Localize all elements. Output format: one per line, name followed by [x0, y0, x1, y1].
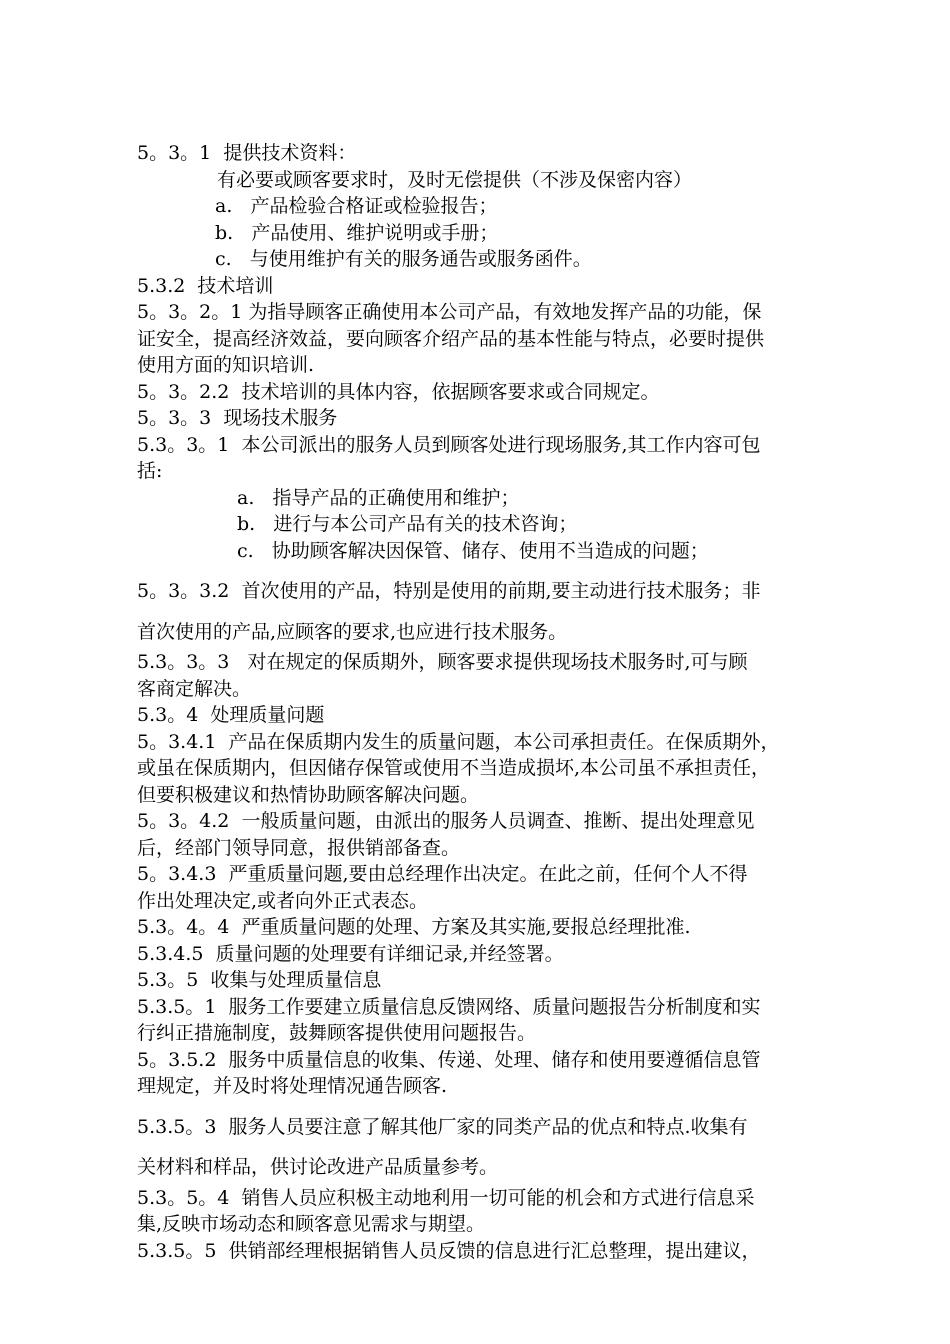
document-line: 5.3.5。5 供销部经理根据销售人员反馈的信息进行汇总整理，提出建议，	[137, 1239, 761, 1262]
document-line: 5。3。2。1 为指导顾客正确使用本公司产品，有效地发挥产品的功能，保	[137, 301, 762, 323]
document-line: b. 产品使用、维护说明或手册；	[215, 221, 499, 244]
document-line: 5.3.5。3 服务人员要注意了解其他厂家的同类产品的优点和特点.收集有	[137, 1115, 748, 1138]
document-line: 5.3。5 收集与处理质量信息	[137, 969, 382, 991]
document-line: 理规定，并及时将处理情况通告顾客.	[137, 1075, 448, 1097]
document-line: b. 进行与本公司产品有关的技术咨询；	[237, 513, 578, 535]
document-line: a. 产品检验合格证或检验报告；	[215, 195, 498, 217]
document-line: 5.3.2 技术培训	[137, 274, 274, 297]
document-line: 5.3.4.5 质量问题的处理要有详细记录,并经签署。	[137, 942, 564, 965]
document-line: 后，经部门领导同意，报供销部备查。	[137, 836, 461, 859]
document-line: 关材料和样品，供讨论改进产品质量参考。	[137, 1156, 499, 1178]
document-line: 5。3。4.2 一般质量问题，由派出的服务人员调查、推断、提出处理意见	[137, 810, 755, 832]
document-line: 5。3.4.3 严重质量问题,要由总经理作出决定。在此之前，任何个人不得	[137, 863, 748, 885]
document-line: 客商定解决。	[137, 677, 252, 700]
document-line: 5。3。1 提供技术资料：	[137, 142, 357, 164]
document-line: 5.3。4。4 严重质量问题的处理、方案及其实施,要报总经理批准.	[137, 916, 691, 938]
document-line: 或虽在保质期内，但因储存保管或使用不当造成损坏,本公司虽不承担责任，	[137, 757, 771, 779]
document-line: c. 协助顾客解决因保管、储存、使用不当造成的问题；	[237, 539, 709, 562]
document-line: 5.3.5。1 服务工作要建立质量信息反馈网络、质量问题报告分析制度和实	[137, 995, 761, 1018]
document-line: 证安全，提高经济效益，要向顾客介绍产品的基本性能与特点，必要时提供	[137, 327, 765, 350]
document-line: 5.3。3。1 本公司派出的服务人员到顾客处进行现场服务,其工作内容可包	[137, 433, 761, 456]
document-line: c. 与使用维护有关的服务通告或服务函件。	[215, 248, 592, 270]
document-line: 括:	[137, 460, 163, 482]
document-line: 使用方面的知识培训.	[137, 354, 315, 376]
document-line: a. 指导产品的正确使用和维护；	[237, 486, 520, 509]
document-line: 集,反映市场动态和顾客意见需求与期望。	[137, 1213, 486, 1235]
document-line: 5。3.5.2 服务中质量信息的收集、传递、处理、储存和使用要遵循信息管	[137, 1048, 761, 1071]
document-line: 5.3。5。4 销售人员应积极主动地利用一切可能的机会和方式进行信息采	[137, 1186, 755, 1209]
document-line: 5。3。3.2 首次使用的产品，特别是使用的前期,要主动进行技术服务；非	[137, 580, 761, 602]
document-line: 首次使用的产品,应顾客的要求,也应进行技术服务。	[137, 620, 568, 643]
document-line: 作出处理决定,或者向外正式表态。	[137, 889, 429, 912]
document-line: 行纠正措施制度，鼓舞顾客提供使用问题报告。	[137, 1022, 537, 1044]
document-line: 5。3。2.2 技术培训的具体内容，依据顾客要求或合同规定。	[137, 380, 660, 403]
document-line: 5.3。4 处理质量问题	[137, 704, 325, 726]
document-page	[137, 140, 887, 1264]
document-line: 5。3。3 现场技术服务	[137, 407, 338, 429]
document-line: 但要积极建议和热情协助顾客解决问题。	[137, 783, 480, 806]
document-line: 5.3。3。3 对在规定的保质期外，顾客要求提供现场技术服务时,可与顾	[137, 651, 748, 673]
document-line: 5。3.4.1 产品在保质期内发生的质量问题，本公司承担责任。在保质期外，	[137, 730, 780, 753]
document-line: 有必要或顾客要求时，及时无偿提供（不涉及保密内容）	[217, 168, 693, 191]
